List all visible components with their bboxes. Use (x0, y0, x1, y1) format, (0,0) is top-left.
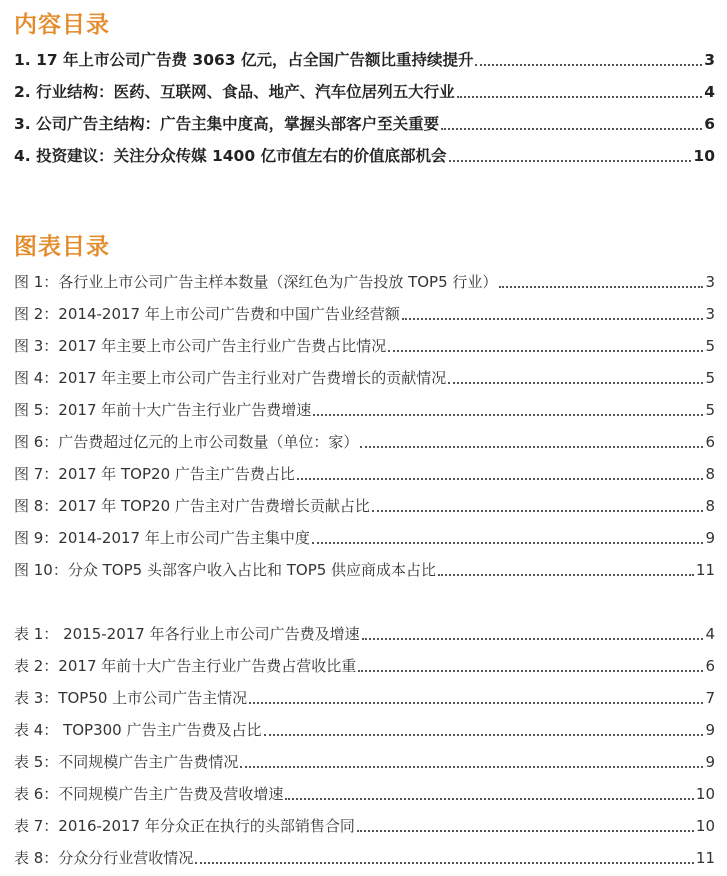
entry-page-number: 9 (705, 753, 715, 771)
entry-page-number: 10 (693, 147, 715, 165)
entry-page-number: 11 (695, 849, 715, 867)
entry-page-number: 8 (705, 465, 715, 483)
contents-entry[interactable] (14, 44, 715, 76)
dot-leader (285, 797, 694, 800)
dot-leader (297, 477, 703, 480)
entry-page-number: 10 (695, 817, 715, 835)
entry-title: 表 2：2017 年前十大广告主行业广告费占营收比重 (14, 657, 357, 675)
tables-list (14, 618, 715, 874)
figures-entry[interactable] (14, 362, 715, 394)
entry-title: 图 3：2017 年主要上市公司广告主行业广告费占比情况 (14, 337, 387, 355)
entry-title: 图 9：2014-2017 年上市公司广告主集中度 (14, 529, 310, 547)
entry-page-number: 9 (705, 529, 715, 547)
entry-title: 表 6：不同规模广告主广告费及营收增速 (14, 785, 284, 803)
entry-page-number: 11 (695, 561, 715, 579)
dot-leader (457, 95, 703, 98)
figures-entry[interactable] (14, 554, 715, 586)
figures-entry[interactable] (14, 426, 715, 458)
entry-page-number: 4 (705, 625, 715, 643)
dot-leader (402, 317, 703, 320)
entry-page-number: 3 (704, 51, 715, 69)
figures-entry[interactable] (14, 298, 715, 330)
dot-leader (372, 509, 703, 512)
dot-leader (499, 285, 703, 288)
tables-entry[interactable] (14, 842, 715, 874)
contents-entry[interactable] (14, 140, 715, 172)
figures-entry[interactable] (14, 522, 715, 554)
dot-leader (264, 733, 704, 736)
dot-leader (313, 413, 703, 416)
entry-title: 表 4： TOP300 广告主广告费及占比 (14, 721, 262, 739)
dot-leader (362, 637, 703, 640)
contents-heading: 内容目录 (14, 12, 110, 38)
figures-entry[interactable] (14, 458, 715, 490)
entry-page-number: 10 (695, 785, 715, 803)
entry-page-number: 7 (705, 689, 715, 707)
entry-title: 4. 投资建议：关注分众传媒 1400 亿市值左右的价值底部机会 (14, 147, 447, 165)
entry-page-number: 3 (705, 273, 715, 291)
tables-entry[interactable] (14, 618, 715, 650)
contents-entry[interactable] (14, 76, 715, 108)
entry-page-number: 3 (705, 305, 715, 323)
entry-page-number: 9 (705, 721, 715, 739)
entry-title: 表 1： 2015-2017 年各行业上市公司广告费及增速 (14, 625, 360, 643)
entry-title: 图 8：2017 年 TOP20 广告主对广告费增长贡献占比 (14, 497, 370, 515)
contents-entry[interactable] (14, 108, 715, 140)
tables-entry[interactable] (14, 810, 715, 842)
tables-entry[interactable] (14, 746, 715, 778)
entry-title: 表 8：分众分行业营收情况 (14, 849, 194, 867)
dot-leader (360, 445, 703, 448)
entry-title: 图 10：分众 TOP5 头部客户收入占比和 TOP5 供应商成本占比 (14, 561, 437, 579)
dot-leader (448, 381, 703, 384)
entry-page-number: 6 (705, 657, 715, 675)
dot-leader (249, 701, 703, 704)
entry-page-number: 5 (705, 369, 715, 387)
entry-page-number: 6 (705, 433, 715, 451)
entry-page-number: 6 (704, 115, 715, 133)
entry-page-number: 4 (704, 83, 715, 101)
entry-title: 图 7：2017 年 TOP20 广告主广告费占比 (14, 465, 295, 483)
dot-leader (312, 541, 703, 544)
dot-leader (388, 349, 703, 352)
entry-title: 表 7：2016-2017 年分众正在执行的头部销售合同 (14, 817, 355, 835)
tables-entry[interactable] (14, 650, 715, 682)
dot-leader (357, 829, 694, 832)
figures-list (14, 266, 715, 586)
entry-title: 图 6：广告费超过亿元的上市公司数量（单位：家） (14, 433, 359, 451)
dot-leader (441, 127, 702, 130)
figures-heading: 图表目录 (14, 234, 110, 260)
entry-title: 1. 17 年上市公司广告费 3063 亿元，占全国广告额比重持续提升 (14, 51, 474, 69)
entry-page-number: 5 (705, 401, 715, 419)
figures-entry[interactable] (14, 330, 715, 362)
dot-leader (358, 669, 703, 672)
entry-page-number: 8 (705, 497, 715, 515)
entry-title: 图 4：2017 年主要上市公司广告主行业对广告费增长的贡献情况 (14, 369, 447, 387)
tables-entry[interactable] (14, 778, 715, 810)
tables-entry[interactable] (14, 714, 715, 746)
figures-entry[interactable] (14, 490, 715, 522)
figures-entry[interactable] (14, 394, 715, 426)
dot-leader (438, 573, 694, 576)
dot-leader (240, 765, 703, 768)
entry-page-number: 5 (705, 337, 715, 355)
entry-title: 图 1：各行业上市公司广告主样本数量（深红色为广告投放 TOP5 行业） (14, 273, 498, 291)
entry-title: 表 5：不同规模广告主广告费情况 (14, 753, 239, 771)
entry-title: 图 2：2014-2017 年上市公司广告费和中国广告业经营额 (14, 305, 400, 323)
tables-entry[interactable] (14, 682, 715, 714)
figures-entry[interactable] (14, 266, 715, 298)
dot-leader (475, 63, 702, 66)
dot-leader (195, 861, 694, 864)
entry-title: 表 3：TOP50 上市公司广告主情况 (14, 689, 248, 707)
dot-leader (449, 159, 692, 162)
contents-list (14, 44, 715, 172)
entry-title: 2. 行业结构：医药、互联网、食品、地产、汽车位居列五大行业 (14, 83, 455, 101)
entry-title: 图 5：2017 年前十大广告主行业广告费增速 (14, 401, 312, 419)
entry-title: 3. 公司广告主结构：广告主集中度高，掌握头部客户至关重要 (14, 115, 440, 133)
